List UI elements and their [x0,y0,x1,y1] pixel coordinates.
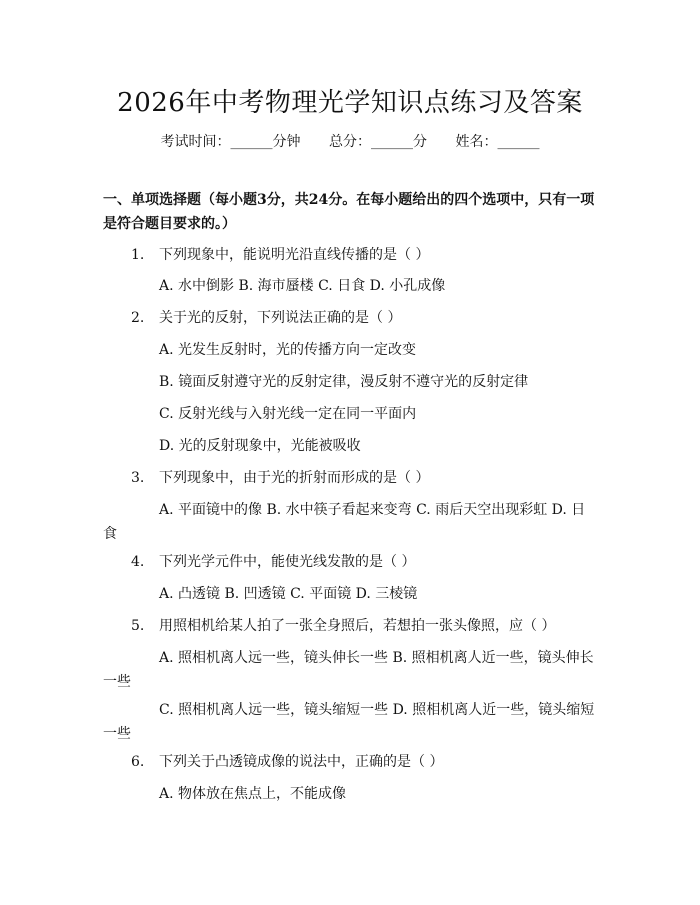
question-5-options-cd: C. 照相机离人远一些，镜头缩短一些 D. 照相机离人近一些，镜头缩短 [159,702,595,718]
question-stem: 下列现象中，能说明光沿直线传播的是（ ） [159,247,430,263]
question-stem: 用照相机给某人拍了一张全身照后，若想拍一张头像照，应（ ） [159,618,556,634]
question-number: 3. [131,470,145,486]
question-number: 2. [131,310,145,326]
question-number: 5. [131,618,145,634]
question-5-options-ab: A. 照相机离人远一些，镜头伸长一些 B. 照相机离人近一些，镜头伸长 [159,650,594,666]
question-2-option-c: C. 反射光线与入射光线一定在同一平面内 [159,406,417,422]
question-6-option-a: A. 物体放在焦点上，不能成像 [159,786,347,802]
question-number: 6. [131,754,145,770]
question-4-options: A. 凸透镜 B. 凹透镜 C. 平面镜 D. 三棱镜 [159,586,418,602]
question-stem: 下列光学元件中，能使光线发散的是（ ） [159,554,416,570]
exam-time-field: 考试时间：______分钟 [160,134,301,150]
page-title: 2026年中考物理光学知识点练习及答案 [117,88,583,118]
question-number: 4. [131,554,145,570]
question-3-options-wrap: 食 [103,526,117,542]
exam-info [0,131,700,151]
question-stem: 关于光的反射，下列说法正确的是（ ） [159,310,402,326]
question-5-options-ab-wrap: 一些 [103,674,131,690]
question-1 [131,244,429,264]
question-3 [131,467,429,487]
student-name-field: 姓名：______ [455,134,540,150]
question-4 [131,551,415,571]
question-1-options: A. 水中倒影 B. 海市蜃楼 C. 日食 D. 小孔成像 [159,278,446,294]
total-score-field: 总分：______分 [329,134,427,150]
question-2 [131,307,401,327]
section-heading: 一、单项选择题（每小题3分，共24分。在每小题给出的四个选项中，只有一项是符合题目要求的。） [103,192,595,232]
question-stem: 下列现象中，由于光的折射而形成的是（ ） [159,470,430,486]
question-6 [131,751,443,771]
question-2-option-b: B. 镜面反射遵守光的反射定律，漫反射不遵守光的反射定律 [159,374,529,390]
question-5-options-cd-wrap: 一些 [103,726,131,742]
question-number: 1. [131,247,145,263]
question-5 [131,615,555,635]
question-2-option-d: D. 光的反射现象中，光能被吸收 [159,438,361,454]
question-2-option-a: A. 光发生反射时，光的传播方向一定改变 [159,342,417,358]
question-3-options: A. 平面镜中的像 B. 水中筷子看起来变弯 C. 雨后天空出现彩虹 D. 日 [159,502,586,518]
question-stem: 下列关于凸透镜成像的说法中，正确的是（ ） [159,754,444,770]
